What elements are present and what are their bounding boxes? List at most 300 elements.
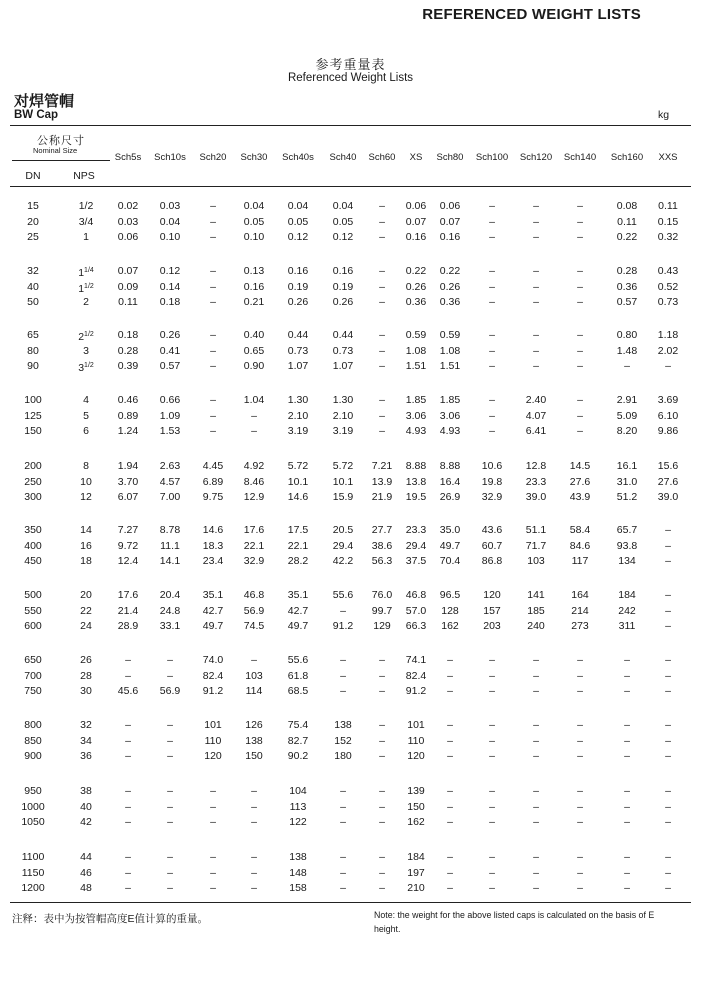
- weight-cell: 0.36: [439, 296, 461, 308]
- weight-cell: 10.1: [287, 475, 309, 488]
- nps-cell: 40: [80, 800, 92, 813]
- weight-cell: –: [533, 816, 539, 828]
- nps-cell: 1: [83, 231, 89, 243]
- weight-cell: –: [533, 719, 539, 731]
- weight-cell: –: [577, 685, 583, 697]
- weight-cell: –: [533, 200, 539, 212]
- weight-cell: 6.89: [202, 475, 224, 488]
- dn-cell: 1100: [21, 851, 45, 863]
- nps-cell: 20: [80, 589, 92, 601]
- nps-fraction: 1/2: [84, 282, 94, 290]
- weight-cell: –: [379, 425, 385, 437]
- weight-cell: –: [489, 719, 495, 731]
- weight-cell: 162: [407, 816, 425, 828]
- weight-cell: 27.7: [371, 524, 393, 536]
- nps-cell: 28: [80, 669, 92, 682]
- weight-cell: 18.3: [202, 539, 224, 552]
- weight-cell: 23.3: [525, 475, 547, 488]
- nps-cell: 5: [83, 409, 89, 422]
- weight-cell: 55.6: [287, 654, 309, 666]
- weight-cell: 0.12: [332, 231, 354, 243]
- schedule-header: Sch140: [563, 152, 597, 163]
- weight-cell: 35.1: [287, 589, 309, 601]
- weight-cell: 0.07: [117, 265, 139, 277]
- weight-cell: 1.18: [657, 329, 679, 341]
- weight-cell: 84.6: [569, 539, 591, 552]
- weight-cell: 14.6: [287, 491, 309, 503]
- table-title-cn: 参考重量表: [315, 57, 386, 72]
- weight-cell: 58.4: [569, 524, 591, 536]
- weight-cell: 139: [407, 785, 425, 797]
- weight-cell: –: [210, 394, 216, 406]
- weight-cell: 0.36: [405, 296, 427, 308]
- weight-cell: 1.94: [117, 460, 139, 472]
- nominal-size-cn: 公称尺寸: [37, 135, 85, 147]
- weight-cell: 0.80: [616, 329, 638, 341]
- weight-cell: 0.04: [159, 215, 181, 228]
- nps-header: NPS: [73, 170, 95, 182]
- weight-cell: –: [340, 866, 346, 879]
- weight-cell: –: [447, 734, 453, 747]
- weight-cell: 13.9: [371, 475, 393, 488]
- schedule-header: Sch20: [199, 152, 227, 163]
- weight-cell: 0.13: [243, 265, 265, 277]
- weight-cell: 21.9: [371, 491, 393, 503]
- weight-cell: 20.5: [332, 524, 354, 536]
- weight-cell: –: [665, 685, 671, 697]
- weight-cell: 29.4: [405, 539, 427, 552]
- weight-cell: 138: [334, 719, 352, 731]
- weight-cell: 49.7: [202, 620, 224, 632]
- nps-cell: 1/2: [78, 200, 94, 212]
- weight-cell: –: [379, 866, 385, 879]
- dn-cell: 150: [24, 425, 42, 437]
- weight-cell: 96.5: [439, 589, 461, 601]
- footnote-cn: 注释：表中为按管帽高度E值计算的重量。: [12, 913, 209, 925]
- weight-cell: –: [665, 750, 671, 762]
- weight-cell: 42.7: [202, 604, 224, 617]
- weight-cell: –: [533, 231, 539, 243]
- weight-cell: –: [665, 816, 671, 828]
- weight-cell: 0.73: [332, 344, 354, 357]
- weight-cell: –: [447, 816, 453, 828]
- weight-cell: 311: [618, 620, 636, 632]
- dn-cell: 1150: [21, 866, 45, 879]
- weight-cell: –: [665, 620, 671, 632]
- weight-cell: 120: [483, 589, 501, 601]
- weight-cell: –: [210, 409, 216, 422]
- dn-cell: 40: [27, 280, 39, 293]
- weight-cell: 0.02: [117, 200, 139, 212]
- weight-cell: 0.12: [287, 231, 309, 243]
- weight-cell: –: [210, 215, 216, 228]
- weight-cell: 14.6: [202, 524, 224, 536]
- dn-cell: 15: [27, 200, 39, 212]
- weight-cell: 17.6: [117, 589, 139, 601]
- nps-cell: 34: [80, 734, 92, 747]
- weight-cell: –: [665, 604, 671, 617]
- product-name-cn: 对焊管帽: [14, 93, 75, 110]
- weight-cell: 0.14: [159, 280, 181, 293]
- weight-cell: –: [251, 851, 257, 863]
- nps-cell: 44: [80, 851, 92, 863]
- weight-cell: 70.4: [439, 555, 461, 567]
- nps-cell: 38: [80, 785, 92, 797]
- weight-cell: 1.30: [332, 394, 354, 406]
- weight-cell: 0.28: [616, 265, 638, 277]
- weight-cell: 1.85: [405, 394, 427, 406]
- weight-cell: 19.5: [405, 491, 427, 503]
- weight-cell: 0.89: [117, 409, 139, 422]
- weight-cell: 0.73: [657, 296, 679, 308]
- weight-cell: 17.6: [243, 524, 265, 536]
- weight-cell: –: [533, 734, 539, 747]
- weight-cell: –: [577, 800, 583, 813]
- weight-cell: –: [489, 231, 495, 243]
- footnote-en: Note: the weight for the above listed caps is calculated on the basis of E height.: [374, 910, 655, 934]
- nps-cell: 16: [80, 539, 92, 552]
- weight-cell: 0.16: [405, 231, 427, 243]
- weight-cell: –: [489, 851, 495, 863]
- weight-cell: 0.26: [287, 296, 309, 308]
- weight-cell: –: [577, 215, 583, 228]
- weight-cell: –: [447, 866, 453, 879]
- schedule-header: Sch5s: [114, 152, 142, 163]
- weight-cell: –: [577, 394, 583, 406]
- dn-cell: 80: [27, 344, 39, 357]
- weight-cell: 8.78: [159, 524, 181, 536]
- weight-cell: 157: [483, 604, 501, 617]
- weight-cell: –: [340, 685, 346, 697]
- weight-cell: 4.93: [405, 425, 427, 437]
- weight-cell: 28.2: [287, 555, 309, 567]
- weight-cell: 1.07: [287, 360, 309, 372]
- dn-cell: 200: [24, 460, 42, 472]
- weight-cell: –: [577, 296, 583, 308]
- weight-cell: 134: [618, 555, 636, 567]
- weight-cell: –: [251, 882, 257, 894]
- weight-cell: –: [489, 816, 495, 828]
- weight-cell: –: [125, 654, 131, 666]
- weight-cell: –: [577, 231, 583, 243]
- weight-cell: 9.72: [117, 539, 139, 552]
- weight-cell: 22.1: [287, 539, 309, 552]
- weight-cell: 4.92: [243, 460, 265, 472]
- dn-cell: 400: [24, 539, 42, 552]
- weight-cell: –: [533, 882, 539, 894]
- weight-cell: 4.07: [525, 409, 547, 422]
- weight-cell: 45.6: [117, 685, 139, 697]
- weight-cell: –: [489, 785, 495, 797]
- nps-cell: 48: [80, 882, 92, 894]
- weight-cell: –: [379, 409, 385, 422]
- weight-cell: 9.86: [657, 425, 679, 437]
- weight-cell: 120: [204, 750, 222, 762]
- weight-cell: –: [624, 750, 630, 762]
- weight-cell: –: [210, 329, 216, 341]
- weight-cell: –: [210, 800, 216, 813]
- weight-cell: –: [577, 785, 583, 797]
- weight-cell: 141: [527, 589, 545, 601]
- weight-cell: –: [489, 882, 495, 894]
- weight-cell: –: [489, 344, 495, 357]
- dn-cell: 1050: [21, 816, 45, 828]
- weight-cell: 7.21: [371, 460, 393, 472]
- nps-cell: 42: [80, 816, 92, 828]
- weight-cell: 27.6: [569, 475, 591, 488]
- weight-cell: 29.4: [332, 539, 354, 552]
- weight-cell: 38.6: [371, 539, 393, 552]
- weight-cell: –: [665, 539, 671, 552]
- nps-cell: 6: [83, 425, 89, 437]
- weight-cell: –: [447, 669, 453, 682]
- weight-cell: –: [210, 851, 216, 863]
- weight-cell: –: [340, 654, 346, 666]
- weight-cell: –: [251, 409, 257, 422]
- weight-cell: 7.00: [159, 491, 181, 503]
- weight-cell: –: [379, 851, 385, 863]
- weight-cell: 1.51: [439, 360, 461, 372]
- header-bottom-rule: [10, 186, 691, 187]
- weight-cell: 46.8: [405, 589, 427, 601]
- weight-cell: –: [379, 329, 385, 341]
- weight-cell: –: [125, 866, 131, 879]
- weight-cell: 0.59: [439, 329, 461, 341]
- weight-cell: 103: [527, 555, 545, 567]
- weight-cell: –: [577, 200, 583, 212]
- weight-cell: 4.57: [159, 475, 181, 488]
- nps-cell: 22: [80, 604, 92, 617]
- weight-cell: 57.0: [405, 604, 427, 617]
- weight-cell: –: [340, 604, 346, 617]
- weight-cell: 0.03: [159, 200, 181, 212]
- weight-cell: 0.12: [159, 265, 181, 277]
- weight-cell: –: [125, 800, 131, 813]
- weight-cell: –: [624, 866, 630, 879]
- weight-cell: –: [379, 215, 385, 228]
- weight-cell: 0.46: [117, 394, 139, 406]
- weight-cell: 0.05: [243, 215, 265, 228]
- dn-cell: 450: [24, 555, 42, 567]
- weight-cell: –: [577, 409, 583, 422]
- schedule-header: Sch40: [329, 152, 357, 163]
- weight-cell: –: [624, 734, 630, 747]
- weight-cell: 14.5: [569, 460, 591, 472]
- weight-cell: –: [447, 719, 453, 731]
- weight-cell: –: [167, 800, 173, 813]
- weight-cell: 15.6: [657, 460, 679, 472]
- weight-cell: 0.06: [439, 200, 461, 212]
- weight-cell: 113: [289, 800, 307, 813]
- weight-cell: 0.26: [332, 296, 354, 308]
- weight-cell: –: [577, 734, 583, 747]
- weight-cell: 0.57: [616, 296, 638, 308]
- weight-cell: –: [251, 800, 257, 813]
- weight-cell: 0.18: [159, 296, 181, 308]
- weight-cell: 0.36: [616, 280, 638, 293]
- weight-cell: –: [340, 800, 346, 813]
- weight-cell: 0.22: [405, 265, 427, 277]
- weight-cell: –: [533, 296, 539, 308]
- dn-cell: 32: [27, 265, 39, 277]
- weight-cell: –: [665, 866, 671, 879]
- weight-cell: –: [340, 851, 346, 863]
- weight-cell: 0.90: [243, 360, 265, 372]
- dn-cell: 750: [24, 685, 42, 697]
- weight-cell: –: [533, 344, 539, 357]
- weight-cell: 214: [571, 604, 589, 617]
- weight-cell: 9.75: [202, 491, 224, 503]
- weight-cell: –: [665, 719, 671, 731]
- weight-cell: 75.4: [287, 719, 309, 731]
- weight-cell: 0.44: [332, 329, 354, 341]
- weight-cell: 3.70: [117, 475, 139, 488]
- weight-cell: 0.10: [243, 231, 265, 243]
- weight-cell: –: [489, 296, 495, 308]
- nps-whole: 3: [78, 362, 85, 374]
- weight-cell: 11.1: [160, 539, 180, 552]
- nominal-size-rule: [12, 160, 110, 161]
- weight-cell: 42.2: [332, 555, 354, 567]
- weight-cell: –: [251, 816, 257, 828]
- weight-cell: 0.11: [658, 200, 678, 212]
- weight-cell: 7.27: [117, 524, 139, 536]
- weight-cell: –: [624, 785, 630, 797]
- weight-cell: –: [577, 654, 583, 666]
- weight-cell: –: [210, 360, 216, 372]
- weight-cell: –: [251, 866, 257, 879]
- weight-cell: –: [577, 882, 583, 894]
- nps-fraction: 1/2: [84, 331, 94, 338]
- weight-cell: 138: [289, 851, 307, 863]
- weight-cell: –: [489, 800, 495, 813]
- weight-cell: 15.9: [332, 491, 354, 503]
- weight-cell: 39.0: [525, 491, 547, 503]
- weight-cell: –: [624, 800, 630, 813]
- weight-cell: 0.16: [439, 231, 461, 243]
- dn-cell: 650: [24, 654, 42, 666]
- nps-cell: 14: [80, 524, 92, 536]
- weight-cell: –: [489, 669, 495, 682]
- nps-cell: 30: [80, 685, 92, 697]
- weight-cell: 0.04: [287, 200, 309, 212]
- weight-cell: –: [210, 265, 216, 277]
- weight-cell: 0.03: [117, 215, 139, 228]
- weight-cell: 10.1: [332, 475, 354, 488]
- weight-cell: 31.0: [616, 475, 638, 488]
- weight-cell: –: [533, 685, 539, 697]
- weight-cell: –: [210, 344, 216, 357]
- weight-cell: –: [167, 654, 173, 666]
- weight-cell: –: [577, 866, 583, 879]
- weight-cell: 1.08: [405, 344, 427, 357]
- weight-cell: –: [665, 785, 671, 797]
- weight-cell: –: [489, 360, 495, 372]
- dn-cell: 850: [24, 734, 42, 747]
- weight-cell: 2.10: [287, 409, 309, 422]
- weight-cell: 27.6: [657, 475, 679, 488]
- weight-cell: 4.45: [202, 460, 224, 472]
- weight-cell: 2.63: [159, 460, 181, 472]
- weight-cell: –: [379, 816, 385, 828]
- weight-cell: –: [577, 329, 583, 341]
- weight-cell: 104: [289, 785, 307, 797]
- weight-cell: 0.08: [616, 200, 638, 212]
- weight-cell: 273: [571, 620, 589, 632]
- weight-cell: 0.26: [439, 280, 461, 293]
- weight-cell: –: [447, 685, 453, 697]
- weight-cell: 110: [204, 734, 222, 747]
- weight-cell: 16.1: [616, 460, 638, 472]
- weight-cell: 1.51: [405, 360, 427, 372]
- weight-cell: 0.06: [405, 200, 427, 212]
- weight-cell: 210: [407, 882, 425, 894]
- weight-cell: 1.30: [287, 394, 309, 406]
- weight-cell: –: [340, 785, 346, 797]
- product-name-en: BW Cap: [14, 109, 59, 121]
- schedule-header: Sch160: [610, 152, 644, 163]
- weight-cell: 0.11: [617, 215, 637, 228]
- weight-cell: –: [210, 882, 216, 894]
- weight-cell: –: [379, 280, 385, 293]
- weight-cell: –: [577, 750, 583, 762]
- weight-cell: 114: [245, 685, 263, 697]
- weight-cell: 49.7: [439, 539, 461, 552]
- weight-cell: 76.0: [371, 589, 393, 601]
- weight-cell: –: [489, 329, 495, 341]
- weight-cell: 56.3: [371, 555, 393, 567]
- schedule-header: XXS: [658, 152, 678, 163]
- weight-cell: –: [489, 750, 495, 762]
- weight-cell: 162: [441, 620, 459, 632]
- weight-cell: 91.2: [332, 620, 354, 632]
- weight-cell: –: [577, 425, 583, 437]
- weight-cell: –: [125, 669, 131, 682]
- weight-cell: –: [533, 785, 539, 797]
- weight-cell: 10.6: [481, 460, 503, 472]
- table-top-rule: [10, 125, 691, 126]
- weight-cell: 71.7: [525, 539, 547, 552]
- nps-cell: 4: [83, 394, 89, 406]
- weight-cell: 3.19: [332, 425, 354, 437]
- weight-cell: –: [665, 589, 671, 601]
- weight-cell: –: [533, 851, 539, 863]
- weight-cell: –: [489, 280, 495, 293]
- weight-cell: –: [379, 200, 385, 212]
- dn-cell: 950: [24, 785, 42, 797]
- weight-cell: –: [210, 280, 216, 293]
- unit-label: kg: [658, 109, 670, 121]
- weight-cell: –: [624, 685, 630, 697]
- weight-cell: 1.48: [616, 344, 638, 357]
- weight-cell: 86.8: [481, 555, 503, 567]
- nps-cell: 18: [80, 555, 92, 567]
- weight-cell: 35.1: [202, 589, 224, 601]
- weight-cell: 66.3: [405, 620, 427, 632]
- weight-cell: –: [379, 231, 385, 243]
- weight-cell: 23.4: [202, 555, 224, 567]
- weight-cell: 16.4: [439, 475, 461, 488]
- weight-cell: 35.0: [439, 524, 461, 536]
- weight-cell: –: [624, 654, 630, 666]
- weight-cell: –: [447, 800, 453, 813]
- weight-cell: –: [624, 669, 630, 682]
- weight-cell: 0.40: [243, 329, 265, 341]
- nps-cell: 36: [80, 750, 92, 762]
- weight-cell: 0.07: [405, 215, 427, 228]
- weight-cell: –: [251, 654, 257, 666]
- weight-cell: 1.85: [439, 394, 461, 406]
